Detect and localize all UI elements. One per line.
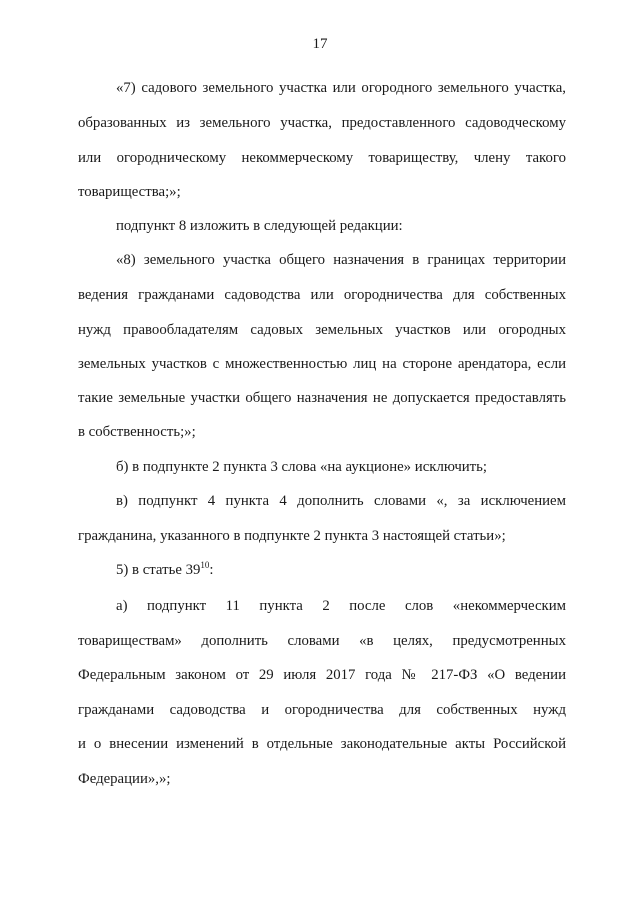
text-line: товарищества;»; — [78, 184, 181, 200]
text-line: ведения гражданами садоводства или огородничества для собственных — [78, 287, 566, 303]
text-line: а) подпункт 11 пункта 2 после слов «некоммерческим — [116, 598, 566, 614]
article-superscript: 10 — [200, 560, 210, 570]
text-line: товариществам» дополнить словами «в целях, предусмотренных — [78, 633, 566, 649]
text-line: в собственность;»; — [78, 424, 196, 440]
text-line: образованных из земельного участка, предоставленного садоводческому — [78, 115, 566, 131]
text-line: такие земельные участки общего назначения не допускается предоставлять — [78, 390, 566, 406]
article-heading-text: 5) в статье 39 — [116, 562, 201, 578]
text-line: и о внесении изменений в отдельные законодательные акты Российской — [78, 736, 566, 752]
text-line: или огородническому некоммерческому товариществу, члену такого — [78, 150, 566, 166]
text-line: Федеральным законом от 29 июля 2017 года № 217-ФЗ «О ведении — [78, 667, 566, 683]
article-heading-suffix: : — [209, 562, 214, 578]
text-line: в) подпункт 4 пункта 4 дополнить словами «, за исключением — [116, 493, 566, 509]
text-line: «8) земельного участка общего назначения в границах территории — [116, 252, 566, 268]
text-line: гражданами садоводства и огородничества для собственных нужд — [78, 702, 566, 718]
text-line: Федерации»,»; — [78, 771, 171, 787]
text-line: подпункт 8 изложить в следующей редакции: — [116, 218, 403, 234]
text-line: гражданина, указанного в подпункте 2 пункта 3 настоящей статьи»; — [78, 528, 506, 544]
text-line: нужд правообладателям садовых земельных участков или огородных — [78, 322, 566, 338]
article-heading-line — [116, 560, 566, 580]
text-line: б) в подпункте 2 пункта 3 слова «на аукционе» исключить; — [116, 459, 488, 475]
page-number: 17 — [312, 36, 328, 52]
text-line: «7) садового земельного участка или огородного земельного участка, — [116, 80, 566, 96]
text-line: земельных участков с множественностью лиц на стороне арендатора, если — [78, 356, 566, 372]
